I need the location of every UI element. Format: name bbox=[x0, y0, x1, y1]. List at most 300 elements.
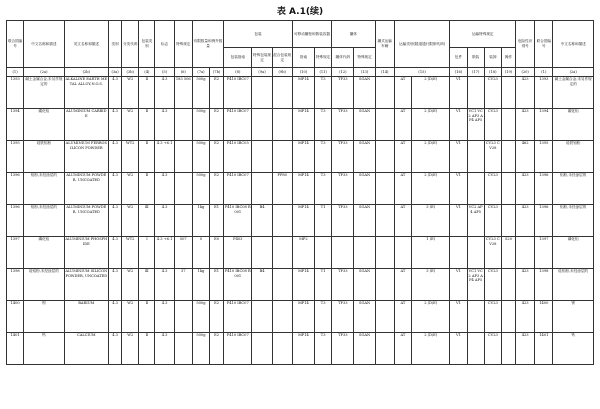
cell-mixed-packing bbox=[272, 237, 292, 269]
cell-chinese-name: 钙 bbox=[24, 333, 64, 365]
cell-chinese-name: 硅铁铝粉 bbox=[24, 141, 64, 173]
cell-mixed-packing bbox=[272, 333, 292, 365]
cell-packing-instruction: P410 IBC07 bbox=[224, 333, 252, 365]
cell-portable-instruction: MP14 bbox=[292, 141, 314, 173]
cell-class-code: W2 bbox=[122, 173, 139, 205]
cell-hazard-id: 462 bbox=[516, 141, 535, 173]
cell-label: 4.3 bbox=[155, 301, 174, 333]
cell-un-number: 1401 bbox=[7, 333, 24, 365]
cell-carriage-bulk: VC2 AP4 AP5 bbox=[467, 205, 484, 237]
cell-label: 4.3 bbox=[155, 205, 174, 237]
cell-portable-special bbox=[315, 237, 332, 269]
cell-carriage-packages: V1 bbox=[450, 205, 467, 237]
col-number: (14) bbox=[375, 68, 394, 77]
cell-packing-instruction: P410 IBC08 R001 bbox=[224, 269, 252, 301]
cell-mixed-packing bbox=[272, 269, 292, 301]
cell-transport-code: AT bbox=[394, 141, 411, 173]
cell-packing-instruction: P410 IBC05 bbox=[224, 141, 252, 173]
cell-class: 4.3 bbox=[109, 173, 122, 205]
cell-un-number-repeat: 1396 bbox=[535, 205, 553, 237]
cell-chinese-name-repeat: 钙 bbox=[553, 333, 594, 365]
col-number: (7a) bbox=[192, 68, 209, 77]
cell-portable-instruction: MP14 bbox=[292, 173, 314, 205]
cell-un-number: 1398 bbox=[7, 269, 24, 301]
cell-carriage-loading: CV23 bbox=[484, 173, 501, 205]
cell-transport-category: 2 (D/E) bbox=[412, 77, 450, 109]
cell-chinese-name-repeat: 碳化铝 bbox=[553, 109, 594, 141]
cell-chinese-name: 硅铝粉,未经涂层的 bbox=[24, 269, 64, 301]
cell-vehicle bbox=[375, 269, 394, 301]
cell-english-name: ALUMINIUM PHOSPHIDE bbox=[64, 237, 108, 269]
cell-special-provision bbox=[174, 301, 192, 333]
header-vehicle: 罐式运输车辆 bbox=[375, 21, 394, 68]
cell-transport-code: AT bbox=[394, 269, 411, 301]
col-number: (3a) bbox=[109, 68, 122, 77]
col-number: (9a) bbox=[252, 68, 272, 77]
cell-excepted-quantity: E2 bbox=[210, 333, 224, 365]
col-number: (1) bbox=[535, 68, 553, 77]
cell-carriage-loading: CV23 bbox=[484, 109, 501, 141]
cell-portable-special: T3 bbox=[315, 333, 332, 365]
cell-un-number: 1393 bbox=[7, 77, 24, 109]
cell-packing-instruction: P410 IBC07 bbox=[224, 77, 252, 109]
cell-packing-group: Ⅱ bbox=[139, 109, 155, 141]
cell-class: 4.3 bbox=[109, 109, 122, 141]
cell-chinese-name-repeat: 钡 bbox=[553, 301, 594, 333]
cell-carriage-packages: V1 bbox=[450, 333, 467, 365]
cell-transport-code: AT bbox=[394, 109, 411, 141]
cell-portable-special: T3 bbox=[315, 141, 332, 173]
table-row bbox=[7, 173, 594, 205]
cell-english-name: BARIUM bbox=[64, 301, 108, 333]
cell-carriage-packages: V1 bbox=[450, 77, 467, 109]
header-class-code: 分类代码 bbox=[122, 21, 139, 68]
col-number: (18) bbox=[484, 68, 501, 77]
cell-excepted-quantity: E2 bbox=[210, 109, 224, 141]
cell-packing-group: Ⅲ bbox=[139, 269, 155, 301]
cell-class: 4.3 bbox=[109, 269, 122, 301]
cell-transport-category: 2 (D/E) bbox=[412, 141, 450, 173]
cell-limited-quantity: 500g bbox=[192, 333, 209, 365]
cell-chinese-name: 铝粉,未经涂层的 bbox=[24, 205, 64, 237]
cell-english-name: ALUMINIUM FERROSILICON POWDER bbox=[64, 141, 108, 173]
cell-packing-group: Ⅱ bbox=[139, 77, 155, 109]
cell-carriage-bulk bbox=[467, 237, 484, 269]
col-number: (6) bbox=[174, 68, 192, 77]
cell-packing-instruction: P410 IBC07 bbox=[224, 109, 252, 141]
cell-carriage-operation bbox=[501, 173, 515, 205]
cell-mixed-packing bbox=[272, 109, 292, 141]
col-number: (17) bbox=[467, 68, 484, 77]
header-bulk: 散装 bbox=[467, 48, 484, 68]
cell-special-provision bbox=[174, 333, 192, 365]
cell-special-provision bbox=[174, 205, 192, 237]
col-number: (10) bbox=[292, 68, 314, 77]
header-cn-name-repeat: 中文名称和描述 bbox=[553, 21, 594, 68]
cell-carriage-operation: S20 bbox=[501, 237, 515, 269]
cell-class-code: W2 bbox=[122, 109, 139, 141]
cell-portable-special: T3 bbox=[315, 109, 332, 141]
cell-tank-special: SGAN bbox=[354, 333, 375, 365]
cell-tank-code: TP33 bbox=[332, 269, 354, 301]
cell-special-packing bbox=[252, 173, 272, 205]
cell-carriage-packages: V1 bbox=[450, 109, 467, 141]
cell-chinese-name: 磷化铝 bbox=[24, 237, 64, 269]
cell-tank-code: TP33 bbox=[332, 205, 354, 237]
cell-portable-instruction: MP14 bbox=[292, 269, 314, 301]
cell-vehicle bbox=[375, 173, 394, 205]
col-number: (11) bbox=[315, 68, 332, 77]
cell-label: 4.3 bbox=[155, 173, 174, 205]
table-row bbox=[7, 77, 594, 109]
cell-carriage-loading: CV23 CV28 bbox=[484, 141, 501, 173]
table-row bbox=[7, 141, 594, 173]
header-pack-instr: 包装指南 bbox=[224, 48, 252, 68]
cell-tank-code: TP33 bbox=[332, 301, 354, 333]
table-header bbox=[7, 21, 594, 77]
cell-transport-code: AT bbox=[394, 77, 411, 109]
header-port-instr: 指南 bbox=[292, 48, 314, 68]
cell-tank-special: SGAN bbox=[354, 77, 375, 109]
col-number: (15) bbox=[394, 68, 450, 77]
cell-chinese-name-repeat: 碱土金属合金,未另作规定的 bbox=[553, 77, 594, 109]
cell-carriage-packages bbox=[450, 237, 467, 269]
cell-tank-code: TP33 bbox=[332, 141, 354, 173]
cell-tank-code: TP33 bbox=[332, 109, 354, 141]
cell-hazard-id: 423 bbox=[516, 301, 535, 333]
table-row bbox=[7, 269, 594, 301]
cell-class: 4.3 bbox=[109, 301, 122, 333]
cell-carriage-operation bbox=[501, 205, 515, 237]
col-number: (2a) bbox=[24, 68, 64, 77]
col-number: (13) bbox=[354, 68, 375, 77]
cell-label: 4.3 +6.1 bbox=[155, 237, 174, 269]
cell-un-number-repeat: 1400 bbox=[535, 301, 553, 333]
cell-hazard-id bbox=[516, 237, 535, 269]
cell-english-name: ALUMINIUM POWDER, UNCOATED bbox=[64, 205, 108, 237]
cell-tank-special: SGAN bbox=[354, 141, 375, 173]
col-number: (1) bbox=[7, 68, 24, 77]
cell-tank-special bbox=[354, 237, 375, 269]
cell-class-code: W2 bbox=[122, 333, 139, 365]
cell-packing-instruction: P410 IBC07 bbox=[224, 173, 252, 205]
cell-portable-special: T3 bbox=[315, 77, 332, 109]
cell-vehicle bbox=[375, 77, 394, 109]
cell-portable-instruction: MP14 bbox=[292, 301, 314, 333]
cell-chinese-name: 钡 bbox=[24, 301, 64, 333]
header-label: 标志 bbox=[155, 21, 174, 68]
cell-portable-special: T3 bbox=[315, 173, 332, 205]
col-number: (7b) bbox=[210, 68, 224, 77]
cell-portable-instruction: MP14 bbox=[292, 333, 314, 365]
cell-chinese-name-repeat: 铝粉,未经涂层的 bbox=[553, 173, 594, 205]
cell-tank-special: SGAN bbox=[354, 205, 375, 237]
cell-un-number: 1394 bbox=[7, 109, 24, 141]
cell-carriage-packages: V1 bbox=[450, 173, 467, 205]
cell-un-number: 1400 bbox=[7, 301, 24, 333]
header-packing-group: 包装类别 bbox=[139, 21, 155, 68]
header-packages: 包件 bbox=[450, 48, 467, 68]
cell-portable-instruction: MP14 bbox=[292, 109, 314, 141]
cell-limited-quantity: 500g bbox=[192, 173, 209, 205]
cell-special-provision bbox=[174, 141, 192, 173]
cell-transport-code: AT bbox=[394, 173, 411, 205]
col-number: (3b) bbox=[122, 68, 139, 77]
cell-special-packing bbox=[252, 109, 272, 141]
header-limited-quantity: 有限数量和例外数量 bbox=[192, 21, 223, 68]
cell-transport-category: 2 (D/E) bbox=[412, 333, 450, 365]
cell-carriage-loading: CV23 CV28 bbox=[484, 237, 501, 269]
cell-carriage-operation bbox=[501, 269, 515, 301]
cell-special-provision: 183 506 bbox=[174, 77, 192, 109]
header-tank-special: 特殊规定 bbox=[354, 48, 375, 68]
cell-transport-code: AT bbox=[394, 301, 411, 333]
cell-portable-special: T1 bbox=[315, 205, 332, 237]
cell-carriage-bulk bbox=[467, 77, 484, 109]
header-port-special: 特殊规定 bbox=[315, 48, 332, 68]
cell-english-name: ALKALINE EARTH METAL ALLOY,N.O.S. bbox=[64, 77, 108, 109]
cell-tank-special: SGAN bbox=[354, 301, 375, 333]
cell-excepted-quantity: E2 bbox=[210, 77, 224, 109]
cell-chinese-name-repeat: 磷化铝 bbox=[553, 237, 594, 269]
table-row bbox=[7, 109, 594, 141]
cell-excepted-quantity: E1 bbox=[210, 205, 224, 237]
cell-limited-quantity: 500g bbox=[192, 141, 209, 173]
cell-chinese-name: 碱土金属合金,未另作规定的 bbox=[24, 77, 64, 109]
cell-transport-category: 3 (E) bbox=[412, 205, 450, 237]
cell-class: 4.3 bbox=[109, 237, 122, 269]
cell-mixed-packing bbox=[272, 77, 292, 109]
header-tank-code: 罐体代码 bbox=[332, 48, 354, 68]
cell-carriage-loading: CV23 bbox=[484, 301, 501, 333]
cell-tank-special: SGAN bbox=[354, 173, 375, 205]
cell-carriage-bulk bbox=[467, 173, 484, 205]
header-tank: 罐体 bbox=[332, 21, 375, 48]
cell-carriage-packages: V1 bbox=[450, 141, 467, 173]
cell-class-code: W2 bbox=[122, 77, 139, 109]
cell-special-provision: 507 bbox=[174, 237, 192, 269]
cell-transport-code: AT bbox=[394, 205, 411, 237]
table-title: 表 A.1(续) bbox=[276, 7, 324, 17]
cell-packing-instruction: P410 IBC07 bbox=[224, 301, 252, 333]
cell-hazard-id: 423 bbox=[516, 269, 535, 301]
cell-carriage-loading: CV23 bbox=[484, 269, 501, 301]
cell-special-packing: B4 bbox=[252, 205, 272, 237]
dangerous-goods-table bbox=[6, 20, 594, 365]
cell-class-code: WT2 bbox=[122, 237, 139, 269]
cell-vehicle bbox=[375, 301, 394, 333]
cell-vehicle bbox=[375, 109, 394, 141]
cell-class-code: WT2 bbox=[122, 141, 139, 173]
cell-portable-special: T3 bbox=[315, 301, 332, 333]
header-hazard-id: 危险性识别号 bbox=[516, 21, 535, 68]
cell-transport-category: 2 (D/E) bbox=[412, 173, 450, 205]
cell-un-number-repeat: 1397 bbox=[535, 237, 553, 269]
header-loading: 装卸 bbox=[484, 48, 501, 68]
cell-packing-instruction: P403 bbox=[224, 237, 252, 269]
header-cn-name: 中文名称和描述 bbox=[24, 21, 64, 68]
cell-hazard-id: 423 bbox=[516, 333, 535, 365]
cell-transport-code bbox=[394, 237, 411, 269]
header-special: 特殊规定 bbox=[174, 21, 192, 68]
header-packing: 包装 bbox=[224, 21, 293, 48]
cell-excepted-quantity: E2 bbox=[210, 141, 224, 173]
cell-vehicle bbox=[375, 237, 394, 269]
cell-transport-category: 1 (E) bbox=[412, 237, 450, 269]
cell-un-number-repeat: 1393 bbox=[535, 77, 553, 109]
cell-un-number: 1397 bbox=[7, 237, 24, 269]
header-class: 类别 bbox=[109, 21, 122, 68]
cell-carriage-bulk bbox=[467, 141, 484, 173]
cell-chinese-name: 碳化铝 bbox=[24, 109, 64, 141]
cell-limited-quantity: 500g bbox=[192, 77, 209, 109]
cell-tank-code: TP33 bbox=[332, 333, 354, 365]
cell-un-number-repeat: 1396 bbox=[535, 173, 553, 205]
cell-special-provision: 37 bbox=[174, 269, 192, 301]
cell-excepted-quantity: E2 bbox=[210, 173, 224, 205]
cell-limited-quantity: 1kg bbox=[192, 269, 209, 301]
cell-hazard-id: 423 bbox=[516, 205, 535, 237]
cell-special-provision bbox=[174, 173, 192, 205]
cell-portable-instruction: MP2 bbox=[292, 237, 314, 269]
cell-un-number-repeat: 1395 bbox=[535, 141, 553, 173]
cell-special-packing bbox=[252, 333, 272, 365]
cell-label: 4.3 bbox=[155, 333, 174, 365]
cell-excepted-quantity: E1 bbox=[210, 269, 224, 301]
header-pack-special: 特殊包装规定 bbox=[252, 48, 272, 68]
cell-mixed-packing bbox=[272, 141, 292, 173]
cell-carriage-operation bbox=[501, 77, 515, 109]
cell-class: 4.3 bbox=[109, 333, 122, 365]
cell-transport-category: 3 (E) bbox=[412, 269, 450, 301]
cell-tank-code bbox=[332, 237, 354, 269]
col-number: (20) bbox=[516, 68, 535, 77]
cell-carriage-bulk: VC1 VC2 AP3 AP4 AP5 bbox=[467, 109, 484, 141]
cell-label: 4.3 bbox=[155, 269, 174, 301]
cell-tank-code: TP33 bbox=[332, 77, 354, 109]
cell-carriage-loading: CV23 bbox=[484, 333, 501, 365]
cell-limited-quantity: 500g bbox=[192, 109, 209, 141]
cell-carriage-packages: V1 bbox=[450, 301, 467, 333]
col-number: (2a) bbox=[553, 68, 594, 77]
cell-tank-special: SGAN bbox=[354, 109, 375, 141]
cell-carriage-operation bbox=[501, 141, 515, 173]
cell-transport-code: AT bbox=[394, 333, 411, 365]
table-row bbox=[7, 333, 594, 365]
col-number: (9b) bbox=[272, 68, 292, 77]
cell-vehicle bbox=[375, 205, 394, 237]
cell-chinese-name-repeat: 铝粉,未经涂层的 bbox=[553, 205, 594, 237]
cell-limited-quantity: 500g bbox=[192, 301, 209, 333]
table-row bbox=[7, 205, 594, 237]
cell-tank-code: TP33 bbox=[332, 173, 354, 205]
cell-limited-quantity: 0 bbox=[192, 237, 209, 269]
col-number: (5) bbox=[155, 68, 174, 77]
col-number: (4) bbox=[139, 68, 155, 77]
header-un-no-repeat: 联合国编号 bbox=[535, 21, 553, 68]
cell-class: 4.3 bbox=[109, 77, 122, 109]
table-row bbox=[7, 237, 594, 269]
cell-special-packing bbox=[252, 301, 272, 333]
col-number: (8) bbox=[224, 68, 252, 77]
column-number-row bbox=[7, 68, 594, 77]
cell-hazard-id: 423 bbox=[516, 109, 535, 141]
cell-english-name: ALUMINIUM POWDER, UNCOATED bbox=[64, 173, 108, 205]
cell-class: 4.3 bbox=[109, 141, 122, 173]
cell-carriage-loading: CV23 bbox=[484, 205, 501, 237]
cell-mixed-packing bbox=[272, 301, 292, 333]
cell-chinese-name-repeat: 硅铁铝粉 bbox=[553, 141, 594, 173]
cell-class-code: W2 bbox=[122, 301, 139, 333]
col-number: (16) bbox=[450, 68, 467, 77]
cell-packing-group: Ⅱ bbox=[139, 141, 155, 173]
cell-mixed-packing: PP80 bbox=[272, 173, 292, 205]
col-number: (12) bbox=[332, 68, 354, 77]
cell-packing-group: Ⅰ bbox=[139, 237, 155, 269]
cell-label: 4.3 +6.1 bbox=[155, 141, 174, 173]
cell-class-code: W2 bbox=[122, 205, 139, 237]
cell-chinese-name-repeat: 硅铝粉,未经涂层的 bbox=[553, 269, 594, 301]
cell-un-number-repeat: 1401 bbox=[535, 333, 553, 365]
cell-excepted-quantity: E0 bbox=[210, 237, 224, 269]
cell-hazard-id: 423 bbox=[516, 173, 535, 205]
cell-packing-group: Ⅱ bbox=[139, 333, 155, 365]
cell-un-number-repeat: 1398 bbox=[535, 269, 553, 301]
cell-limited-quantity: 1kg bbox=[192, 205, 209, 237]
cell-carriage-operation bbox=[501, 301, 515, 333]
cell-tank-special: SGAN bbox=[354, 269, 375, 301]
table-body bbox=[7, 77, 594, 365]
cell-packing-group: Ⅲ bbox=[139, 205, 155, 237]
cell-special-provision bbox=[174, 109, 192, 141]
cell-transport-category: 2 (D/E) bbox=[412, 301, 450, 333]
col-number: (2b) bbox=[64, 68, 108, 77]
cell-special-packing bbox=[252, 141, 272, 173]
header-mixed-pack: 混合包装规定 bbox=[272, 48, 292, 68]
cell-hazard-id: 423 bbox=[516, 77, 535, 109]
cell-english-name: ALUMINIUM SILICON POWDER, UNCOATED bbox=[64, 269, 108, 301]
cell-label: 4.3 bbox=[155, 77, 174, 109]
cell-class: 4.3 bbox=[109, 205, 122, 237]
header-un-no: 联合国编号 bbox=[7, 21, 24, 68]
cell-un-number: 1396 bbox=[7, 205, 24, 237]
cell-carriage-operation bbox=[501, 109, 515, 141]
cell-english-name: CALCIUM bbox=[64, 333, 108, 365]
cell-excepted-quantity: E2 bbox=[210, 301, 224, 333]
cell-english-name: ALUMINIUM CARBIDE bbox=[64, 109, 108, 141]
cell-packing-group: Ⅱ bbox=[139, 301, 155, 333]
cell-carriage-loading: CV23 bbox=[484, 77, 501, 109]
cell-vehicle bbox=[375, 333, 394, 365]
cell-un-number: 1396 bbox=[7, 173, 24, 205]
cell-packing-group: Ⅱ bbox=[139, 173, 155, 205]
col-number: (19) bbox=[501, 68, 515, 77]
cell-packing-instruction: P410 IBC08 R001 bbox=[224, 205, 252, 237]
cell-carriage-bulk bbox=[467, 301, 484, 333]
cell-carriage-operation bbox=[501, 333, 515, 365]
header-carriage: 运输特殊规定 bbox=[450, 21, 516, 48]
cell-vehicle bbox=[375, 141, 394, 173]
cell-portable-instruction: MP14 bbox=[292, 205, 314, 237]
cell-class-code: W2 bbox=[122, 269, 139, 301]
header-transport-category: 运输类别(隧道通行限制代码) bbox=[394, 21, 450, 68]
cell-carriage-bulk: VC1 VC2 AP3 AP4 AP5 bbox=[467, 269, 484, 301]
cell-un-number: 1395 bbox=[7, 141, 24, 173]
cell-mixed-packing bbox=[272, 205, 292, 237]
cell-chinese-name: 铝粉,未经涂层的 bbox=[24, 173, 64, 205]
header-operation: 操作 bbox=[501, 48, 515, 68]
cell-special-packing bbox=[252, 237, 272, 269]
